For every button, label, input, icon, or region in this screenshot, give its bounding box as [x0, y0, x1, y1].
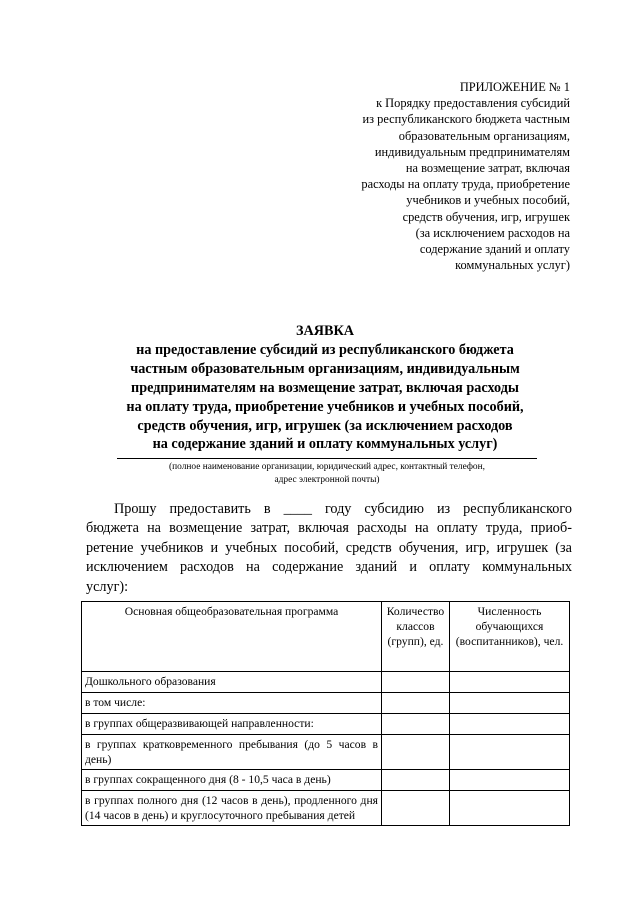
paragraph-word: в — [263, 501, 271, 517]
student-count-cell[interactable] — [450, 714, 570, 735]
paragraph-word: и — [210, 539, 219, 556]
paragraph-line — [86, 519, 572, 538]
paragraph-word: зданий — [355, 559, 398, 576]
paragraph-word: учебников — [140, 539, 204, 556]
appendix-line: учебников и учебных пособий, — [406, 193, 570, 208]
paragraph-word: и — [409, 559, 417, 576]
paragraph-word: труда, — [485, 520, 523, 537]
caption-line: (полное наименование организации, юридический адрес, контактный телефон, — [169, 462, 485, 472]
student-count-cell[interactable] — [450, 693, 570, 714]
title-line: предпринимателям на возмещение затрат, включая расходы — [131, 379, 519, 396]
table-row — [82, 714, 570, 735]
paragraph-word: включая — [298, 520, 349, 537]
paragraph-word: игрушек — [496, 539, 549, 556]
appendix-line: коммунальных услуг) — [455, 258, 570, 273]
header-program: Основная общеобразовательная программа — [82, 602, 382, 672]
appendix-line: к Порядку предоставления субсидий — [376, 96, 570, 111]
class-count-cell[interactable] — [382, 770, 450, 791]
appendix-line: ПРИЛОЖЕНИЕ № 1 — [459, 80, 570, 94]
appendix-line: образовательным организациям, — [398, 128, 570, 143]
appendix-block — [310, 79, 570, 273]
appendix-line: средств обучения, игр, игрушек — [402, 209, 570, 224]
paragraph-word: (за — [555, 539, 572, 556]
table-row — [82, 672, 570, 693]
class-count-cell[interactable] — [382, 672, 450, 693]
table-row — [82, 770, 570, 791]
paragraph-word: исключением — [86, 559, 168, 576]
paragraph-word: оплату — [429, 559, 470, 576]
paragraph-word: предоставить — [169, 501, 251, 517]
paragraph-word: на — [245, 559, 260, 576]
header-student-count: Численность обучающихся (воспитанников), чел. — [450, 602, 570, 672]
student-count-cell[interactable] — [450, 672, 570, 693]
class-count-cell[interactable] — [382, 735, 450, 770]
title-line: на предоставление субсидий из республиканского бюджета — [136, 341, 514, 358]
organization-name-line — [117, 458, 537, 459]
paragraph-word: возмещение — [169, 520, 243, 537]
paragraph-word: оплату — [436, 520, 478, 537]
paragraph-line — [86, 558, 572, 577]
paragraph-line — [86, 539, 572, 558]
paragraph-word: расходы — [357, 520, 407, 537]
paragraph-word: обучения, — [398, 539, 459, 556]
paragraph-word: году — [324, 501, 352, 517]
paragraph-word: ____ — [283, 501, 312, 517]
paragraph-word: на — [414, 520, 429, 537]
appendix-line: расходы на оплату труда, приобретение — [361, 177, 570, 192]
class-count-cell[interactable] — [382, 714, 450, 735]
document-title — [90, 322, 560, 454]
table-row — [82, 791, 570, 826]
appendix-line: индивидуальным предпринимателям — [374, 144, 570, 159]
appendix-line: из республиканского бюджета частным — [362, 112, 570, 127]
row-label: в том числе: — [82, 693, 382, 714]
paragraph-word: услуг): — [86, 578, 129, 595]
appendix-line: содержание зданий и оплату — [419, 242, 570, 257]
table-row — [82, 735, 570, 770]
class-count-cell[interactable] — [382, 693, 450, 714]
paragraph-word: игр, — [465, 539, 490, 556]
paragraph-word: коммунальных — [482, 559, 572, 576]
title-line: средств обучения, игр, игрушек (за исключением расходов — [137, 417, 513, 434]
paragraph-word: ретение — [86, 539, 134, 556]
paragraph-line — [86, 578, 572, 597]
organization-caption — [100, 461, 554, 486]
appendix-line: на возмещение затрат, включая — [405, 161, 570, 176]
student-count-cell[interactable] — [450, 735, 570, 770]
paragraph-word: учебных — [225, 539, 278, 556]
row-label: в группах полного дня (12 часов в день), продленного дня (14 часов в день) и круглосуточного пребывания детей — [82, 791, 382, 826]
title-line: частным образовательным организациям, индивидуальным — [130, 360, 520, 377]
program-table — [81, 601, 570, 826]
paragraph-word: бюджета — [86, 520, 139, 537]
paragraph-word: субсидию — [364, 501, 424, 517]
title-line: на содержание зданий и оплату коммунальных услуг) — [152, 436, 498, 453]
paragraph-word: республиканского — [463, 501, 572, 517]
student-count-cell[interactable] — [450, 770, 570, 791]
paragraph-word: затрат, — [250, 520, 291, 537]
paragraph-word: пособий, — [284, 539, 339, 556]
paragraph-word: приоб- — [530, 520, 572, 537]
title-line: на оплату труда, приобретение учебников и учебных пособий, — [126, 398, 524, 415]
student-count-cell[interactable] — [450, 791, 570, 826]
row-label: в группах общеразвивающей направленности: — [82, 714, 382, 735]
caption-line: адрес электронной почты) — [274, 474, 380, 485]
paragraph-word: Прошу — [114, 501, 157, 517]
table-header-row — [82, 602, 570, 672]
paragraph-word: содержание — [272, 559, 344, 576]
paragraph-word: на — [147, 520, 161, 537]
header-class-count: Количество классов (групп), ед. — [382, 602, 450, 672]
paragraph-word: расходов — [180, 559, 234, 576]
paragraph-word: из — [436, 501, 451, 517]
request-paragraph — [86, 500, 572, 597]
row-label: в группах кратковременного пребывания (до 5 часов в день) — [82, 735, 382, 770]
paragraph-line — [86, 500, 572, 519]
row-label: в группах сокращенного дня (8 - 10,5 часа в день) — [82, 770, 382, 791]
class-count-cell[interactable] — [382, 791, 450, 826]
row-label: Дошкольного образования — [82, 672, 382, 693]
title-heading: ЗАЯВКА — [296, 323, 354, 339]
table-row — [82, 693, 570, 714]
appendix-line: (за исключением расходов на — [415, 225, 570, 240]
paragraph-word: средств — [345, 539, 392, 556]
